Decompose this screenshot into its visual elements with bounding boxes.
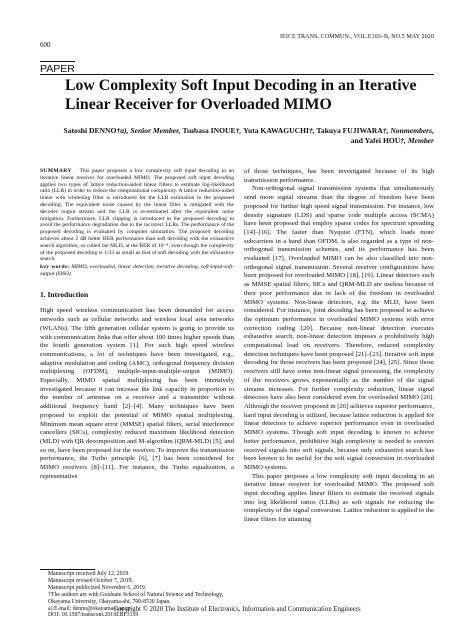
author-name: Takuya FUJIWARA xyxy=(316,126,383,135)
author-list xyxy=(40,126,434,146)
abstract-text: This paper proposes a low complexity soft input decoding in an iterative linear receiver for overloaded MIMO. The proposed soft input decoding applies two types of lattice reduction-aided linear filters to estimate log-likelihood ratio (LLR) in order to reduce the computational complexity. A lattice reduction-aided linear with whitening filter is introduced for the LLR estimation in the proposed decoding. The equivalent noise caused by the linear filter is mitigated with the decoder output stream and the LLR is re-estimated after the equivalent noise mitigation. Furthermore, LLR clipping is introduced in the proposed decoding to avoid the performance degradation due to the incorrect LLRs. The performance of the proposed decoding is evaluated by computer simulation. The proposed decoding achieves about 2 dB better BER performance than soft decoding with the exhaustive search algorithm, so called the MLD, at the BER of 10⁻⁴, even though the complexity of the proposed decoding is 1/33 as small as that of soft decoding with the exhaustive search. xyxy=(40,168,234,263)
abstract xyxy=(40,168,234,263)
footnote: †The authors are with Graduate School of Natural Science and Technology, Okayama University, Okayama-shi, 700-8530 Japan. xyxy=(48,591,224,605)
footnote: Manuscript revised October 7, 2019. xyxy=(48,577,134,584)
keywords xyxy=(40,264,234,278)
author-affil: †a), Senior Member, xyxy=(116,126,183,135)
right-column xyxy=(244,168,434,525)
header-rule xyxy=(40,74,434,75)
author-name: and Yafei HOU xyxy=(350,136,401,145)
footnote: a) E-mail: denno@okayama-u.ac.jp xyxy=(48,605,131,612)
copyright-line: Copyright © 2020 The Institute of Electronics, Information and Communication Engineers xyxy=(113,606,361,613)
author-affil: †, Member xyxy=(400,136,434,145)
paper-title: Low Complexity Soft Input Decoding in an Iterative Linear Receiver for Overloaded MIMO xyxy=(65,77,417,113)
footnote-rule xyxy=(40,569,95,570)
keywords-lead: key words: xyxy=(40,264,70,271)
author-name: Satoshi DENNO xyxy=(63,126,117,135)
intro-paragraph-right-2: Non-orthogonal signal transmission systems that simultaneously send more signal streams than the degree of freedom have been proposed for further high speed signal transmission. For instance, low density signature (LDS) and sparse code multiple access (SCMA) have been proposed that employ sparse codes for spectrum spreading [14]–[16]. The faster than Nyquist (FTN), which loads more subcarriers in a band than OFDM, is also regarded as a type of non-orthogonal transmission schemes, and its performance has been evaluated [17]. Overloaded MIMO can be also classified into non-orthogonal signal transmission. Several receiver configurations have been proposed for overloaded MIMO [18], [19]. Linear detectors such as MMSE spatial filters, SICs and QRM-MLD are useless because of their poor performance due to lack of the freedom in overloaded MIMO systems. Non-linear detectors, e.g. the MLD, have been considered. For instance, joint decoding has been proposed to achieve the optimum performance in overloaded MIMO systems with error correction coding [20]. Because non-linear detection executes exhaustive search, non-linear detection imposes a prohibitively high computational load on receivers. Therefore, reduced complexity detection techniques have been proposed [21]–[23]. Iterative soft input decoding for those receivers has been proposed [24], [25]. Since those receivers still have some non-linear signal processing, the complexity of the receivers grows exponentially as the number of the signal streams increases. For further complexity reduction, linear signal detectors have also been considered even for overloaded MIMO [26]. Although the receiver proposed in [26] achieves superior performance, hard input decoding is utilized, because lattice reduction is applied for linear detectors to achieve superior performance even in overloaded MIMO systems. Though soft input decoding is known to achieve better performance, prohibitive high complexity is needed to convert received signals into soft signals, because only exhaustive search has been known to be useful for the soft signal conversion in overloaded MIMO systems. xyxy=(244,185,434,471)
author-name: Tsubasa INOUE xyxy=(182,126,236,135)
footnote: Manuscript received July 12, 2019. xyxy=(48,571,130,577)
page-number: 600 xyxy=(40,41,51,49)
paper-tag: PAPER xyxy=(40,63,75,75)
footnote: DOI: 10.1587/transcom.2019EBP3159 xyxy=(48,612,139,619)
author-affil: †, xyxy=(308,126,317,135)
left-column xyxy=(40,168,234,482)
author-name: Yuta KAWAGUCHI xyxy=(243,126,309,135)
abstract-lead: SUMMARY xyxy=(40,168,72,174)
intro-paragraph-right-3: This paper proposes a low complexity soft input decoding in an iterative linear receiver for overloaded MIMO. The proposed soft input decoding applies linear filters to estimate the received signals into log likelihood ratios (LLRs) as soft signals for reducing the complexity of the signal conversion. Lattice reduction is applied to the linear filters for attaining xyxy=(244,472,434,524)
section-heading: 1. Introduction xyxy=(40,289,89,299)
author-affil: †, xyxy=(235,126,244,135)
journal-header: IEICE TRANS. COMMUN., VOL.E103–B, NO.5 MAY 2020 xyxy=(279,34,434,40)
intro-paragraph-right-1: of those techniques, has been investigated because of its high transmission performance. xyxy=(244,168,434,184)
intro-paragraph-left: High speed wireless communication has been demanded for access networks such as cellular networks and wireless local area networks (WLANs). The fifth generation cellular system is going to provide us with communication links that offer about 100 times higher speeds than the fourth generation system [1]. For such high speed wireless communications, a lot of techniques have been investigated, e.g., adaptive modulation and coding (AMC), orthogonal frequency division multiplexing (OFDM), multiple-input-multiple-output (MIMO). Especially, MIMO spatial multiplexing has been intensively investigated because it can increase the link capacity in proportion to the number of antennas on a receiver and a transmitter without additional frequency band [2]–[4]. Many techniques have been proposed to exploit the potential of MIMO spatial multiplexing. Minimum mean square error (MMSE) spatial filters, serial interference cancellers (SICs), complexity reduced maximum likelihood detection (MLD) with QR decomposition and M-algorithm (QRM-MLD) [5], and so on, have been proposed for the receiver. To improve the transmission performance, the Turbo principle [6], [7] has been considered for MIMO receivers [8]–[11]. For instance, the Turbo equalization, a representative xyxy=(40,307,234,480)
footnote: Manuscript publicized November 6, 2019. xyxy=(48,584,147,591)
author-affil: †, Nonmembers, xyxy=(382,126,434,135)
keywords-text: MIMO, overloaded, linear detection, iterative decoding, soft-input-soft-output (SISO) xyxy=(40,264,234,277)
